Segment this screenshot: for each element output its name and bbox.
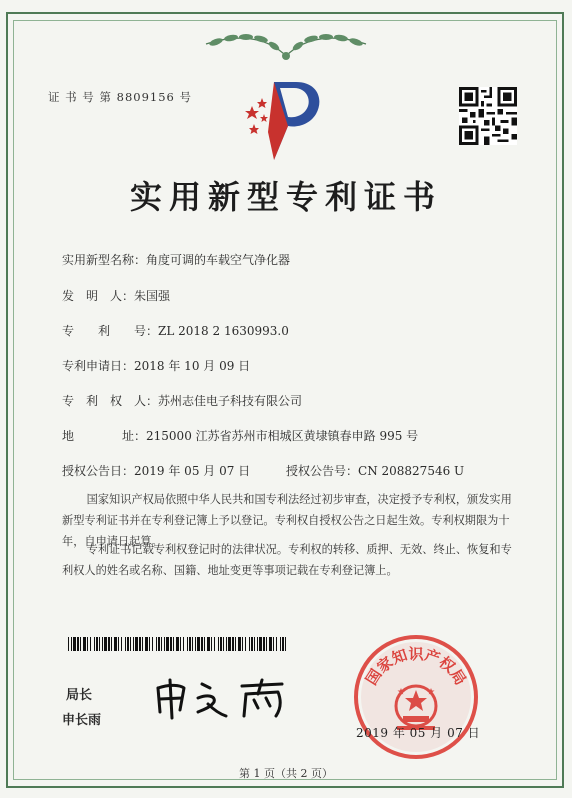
patentee-row — [62, 392, 302, 409]
filing-date-row — [62, 357, 250, 374]
svg-text:国家知识产权局: 国家知识产权局 — [362, 645, 470, 689]
inventor-row — [62, 287, 170, 304]
handwritten-signature-icon — [150, 676, 300, 720]
cnipa-logo-icon — [244, 72, 324, 164]
certificate-number: 证 书 号 第 8809156 号 — [48, 90, 192, 104]
signer-role: 局长 — [66, 688, 93, 703]
patent-number-label: 专 利 号： — [62, 324, 159, 338]
address-label: 地 址： — [62, 429, 147, 443]
patentee-label: 专 利 权 人： — [62, 394, 159, 408]
utility-model-name-value: 角度可调的车载空气净化器 — [146, 253, 291, 267]
signer-name: 申长雨 — [62, 713, 102, 728]
legal-status-paragraph: 专利证书记载专利权登记时的法律状况。专利权的转移、质押、无效、终止、恢复和专利权人的姓名或名称、国籍、地址变更等事项记载在专利登记簿上。 — [62, 543, 512, 577]
grant-number-label: 授权公告号： — [286, 464, 359, 478]
grant-date-value: 2019 年 05 月 07 日 — [134, 464, 251, 478]
certificate-title: 实用新型专利证书 — [129, 178, 442, 216]
page-number: 第 1 页（共 2 页） — [239, 767, 333, 780]
inventor-value: 朱国强 — [134, 289, 171, 303]
patent-number-row — [62, 322, 289, 339]
patentee-value: 苏州志佳电子科技有限公司 — [158, 394, 303, 408]
patent-number-value: ZL 2018 2 1630993.0 — [158, 324, 289, 338]
filing-date-label: 专利申请日： — [62, 359, 135, 373]
wreath-ornament-icon — [186, 26, 386, 66]
qr-code-icon — [459, 87, 517, 145]
filing-date-value: 2018 年 10 月 09 日 — [134, 359, 251, 373]
address-value: 215000 江苏省苏州市相城区黄埭镇春申路 995 号 — [146, 429, 419, 443]
utility-model-name-label: 实用新型名称： — [62, 253, 147, 267]
utility-model-name-row — [62, 251, 290, 268]
address-row — [62, 427, 418, 444]
barcode-icon — [68, 637, 288, 651]
grant-number-value: CN 208827546 U — [358, 464, 465, 478]
grant-number-row — [286, 462, 464, 479]
inventor-label: 发 明 人： — [62, 289, 135, 303]
official-seal-icon — [351, 632, 481, 762]
grant-date-label: 授权公告日： — [62, 464, 135, 478]
grant-date-row — [62, 462, 250, 479]
grant-statement-paragraph: 国家知识产权局依照中华人民共和国专利法经过初步审查，决定授予专利权，颁发实用新型专利证书并在专利登记簿上予以登记。专利权自授权公告之日起生效。专利权期限为十年，自申请日起算。 — [62, 493, 512, 548]
seal-date: 2019 年 05 月 07 日 — [356, 726, 481, 740]
